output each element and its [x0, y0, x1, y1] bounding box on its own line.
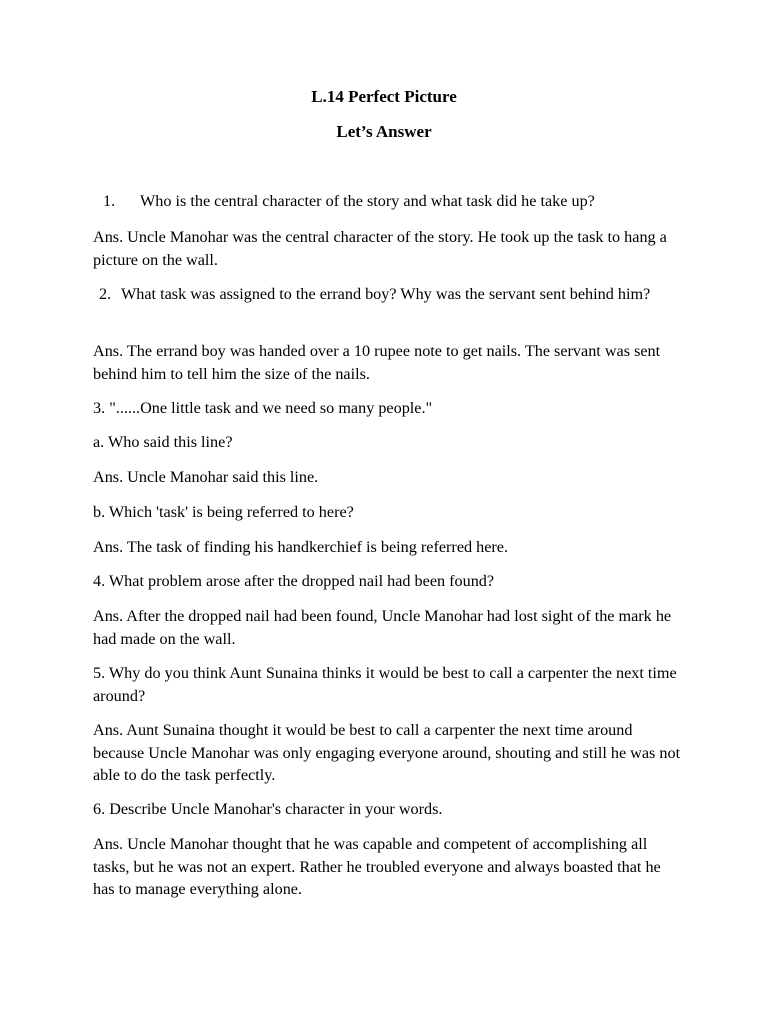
question-2-text: What task was assigned to the errand boy? Why was the servant sent behind him? — [121, 285, 651, 303]
question-3b: b. Which 'task' is being referred to here? — [93, 503, 354, 521]
question-2-number: 2. — [99, 285, 112, 303]
question-1-number: 1. — [103, 192, 116, 210]
page-title: L.14 Perfect Picture — [311, 87, 457, 106]
question-6: 6. Describe Uncle Manohar's character in your words. — [93, 800, 443, 818]
answer-2: Ans. The errand boy was handed over a 10 rupee note to get nails. The servant was sent behind him to tell him the size of the nails. — [93, 342, 661, 383]
question-4: 4. What problem arose after the dropped nail had been found? — [93, 572, 495, 590]
answer-3b: Ans. The task of finding his handkerchief is being referred here. — [93, 538, 509, 556]
question-3a: a. Who said this line? — [93, 433, 233, 451]
question-1-text: Who is the central character of the story and what task did he take up? — [140, 192, 595, 210]
answer-6: Ans. Uncle Manohar thought that he was capable and competent of accomplishing all tasks, but he was not an expert. Rather he troubled everyone and always boasted that he has to manage everything alone. — [93, 835, 661, 898]
answer-1: Ans. Uncle Manohar was the central character of the story. He took up the task to hang a picture on the wall. — [93, 228, 667, 269]
page-subtitle: Let’s Answer — [336, 122, 432, 141]
question-5: 5. Why do you think Aunt Sunaina thinks it would be best to call a carpenter the next time around? — [93, 664, 677, 705]
answer-5: Ans. Aunt Sunaina thought it would be best to call a carpenter the next time around because Uncle Manohar was only engaging everyone around, shouting and still he was not able to do the task perfectly. — [93, 721, 681, 784]
answer-3a: Ans. Uncle Manohar said this line. — [93, 468, 319, 486]
answer-4: Ans. After the dropped nail had been found, Uncle Manohar had lost sight of the mark he had made on the wall. — [93, 607, 672, 648]
question-3: 3. "......One little task and we need so many people." — [93, 399, 433, 417]
